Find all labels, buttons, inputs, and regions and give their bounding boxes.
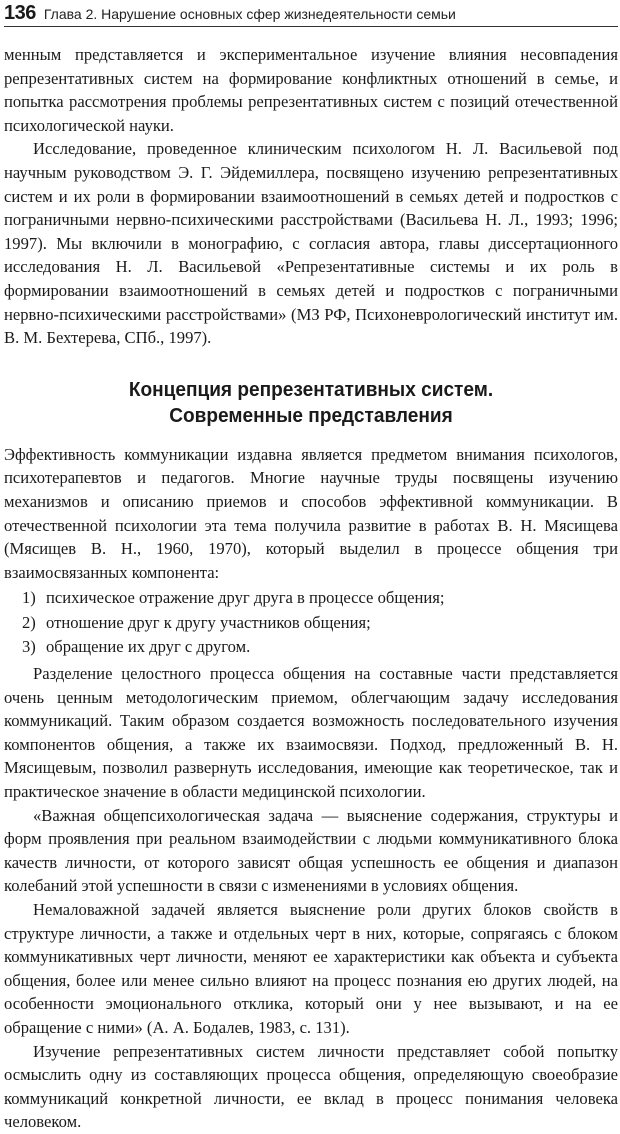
list-item-number: 2) — [22, 612, 36, 632]
paragraph: Разделение целостного процесса общения на составные части представляется очень ценным методологическим приемом, облегчающим задачу исследования коммуникаций. Таким образом создается возможность последовательного изучения компонентов общения, а также их взаимосвязи. Подход, предложенный В. Н. Мясищевым, позволил развернуть исследования, имеющие как теоретическое, так и практическое значение в области медицинской психологии. — [4, 664, 618, 802]
section-heading-line2: Современные представления — [169, 403, 453, 427]
paragraph-intro: Эффективность коммуникации издавна является предметом внимания психологов, психотерапевтов и педагогов. Многие научные труды посвящены изучению механизмов и описанию приемов и способов эффективной коммуникации. В отечественной психологии эта тема получила развитие в работах В. Н. Мясищева (Мясищев В. Н., 1960, 1970), который выделил в процессе общения три взаимосвязанных компонента: — [4, 444, 618, 582]
paragraph-continued: менным представляется и экспериментальное изучение влияния несовпадения репрезентативных систем на формирование конфликтных отношений в семье, и попытка рассмотрения проблемы репрезентативных систем с позиций отечественной психологической науки. — [4, 45, 618, 135]
list-item-text: отношение друг к другу участников общения; — [46, 612, 371, 632]
list-item-text: психическое отражение друг друга в процессе общения; — [46, 588, 445, 608]
list-item — [4, 635, 618, 659]
paragraph-quote-continued: Немаловажной задачей является выяснение роли других блоков свойств в структуре личности, а также и отдельных черт в них, которые, сопрягаясь с блоком коммуникативных черт личности, меняют ее характеристики как объекта и субъекта общения, более или менее сильно влияют на процесс познания ею других людей, на особенности эмоционального отклика, который они у нее вызывают, и на ее обращение с ними» (А. А. Бодалев, 1983, с. 131). — [4, 900, 618, 1037]
list-item-number: 1) — [22, 588, 36, 608]
paragraph-quote: «Важная общепсихологическая задача — выяснение содержания, структуры и форм проявления при реальном взаимодействии с людьми коммуникативного блока качеств личности, от которого зависят общая успешность ее общения и диапазон колебаний этой успешности в связи с изменениями в условиях общения. — [4, 805, 618, 896]
paragraph: Изучение репрезентативных систем личности представляет собой попытку осмыслить одну из составляющих процесса общения, определяющую своеобразие коммуникаций конкретной личности, ее вклад в процесс понимания человека человеком. — [4, 1041, 618, 1132]
section-heading-line1: Концепция репрезентативных систем. — [128, 377, 494, 401]
list-item-number: 3) — [22, 637, 36, 657]
page-number: 136 — [4, 2, 36, 24]
paragraph: Исследование, проведенное клиническим психологом Н. Л. Васильевой под научным руководством Э. Г. Эйдемиллера, посвящено изучению репрезентативных систем и их роли в формировании взаимоотношений в семьях детей и подростков с пограничными нервно-психическими расстройствами (Васильева Н. Л., 1993; 1996; 1997). Мы включили в монографию, с согласия автора, главы диссертационного исследования Н. Л. Васильевой «Репрезентативные системы и их роль в формировании взаимоотношений в семьях детей и подростков с пограничными нервно-психическими расстройствами» (МЗ РФ, Психоневрологический институт им. В. М. Бехтерева, СПб., 1997). — [4, 139, 618, 348]
body-text — [4, 43, 618, 1134]
chapter-title: Глава 2. Нарушение основных сфер жизнедеятельности семьи — [43, 6, 456, 22]
list-item — [4, 611, 618, 635]
list-item — [4, 586, 618, 610]
list-item-text: обращение их друг с другом. — [46, 637, 251, 657]
running-head — [4, 2, 618, 27]
section-heading — [25, 377, 596, 429]
